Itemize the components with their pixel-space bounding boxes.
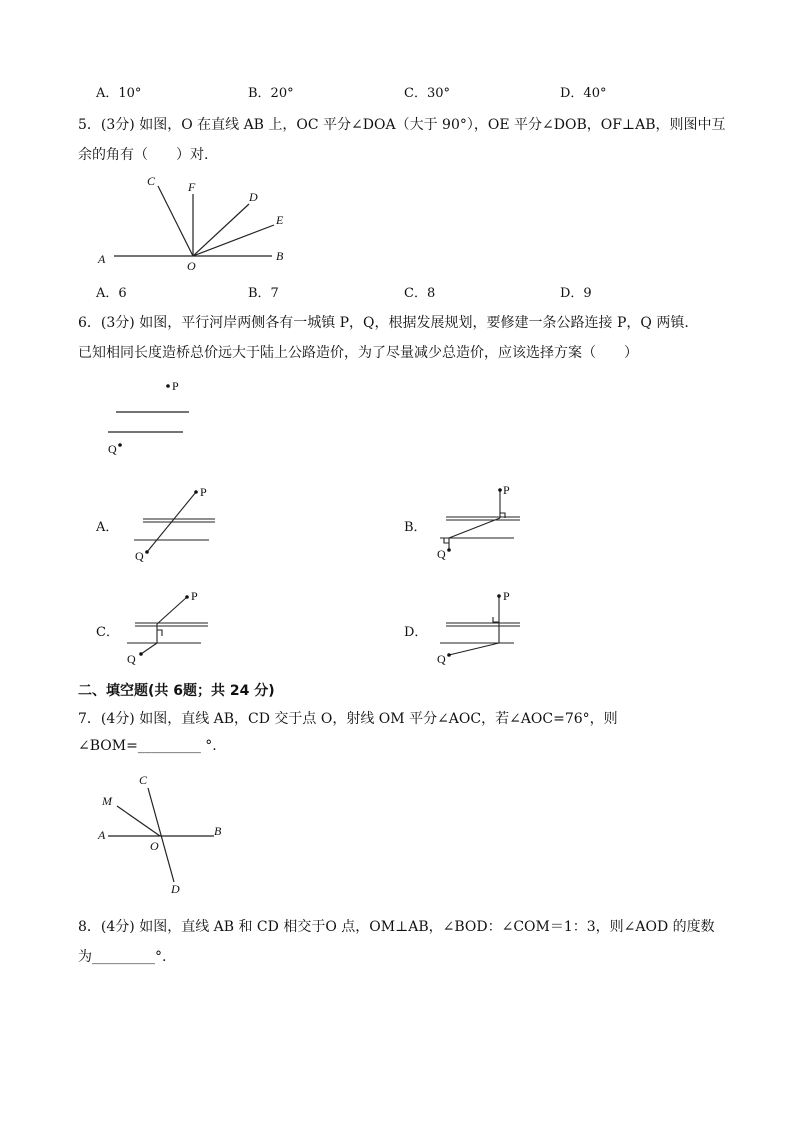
q4-option-b: B．20°	[248, 86, 294, 101]
q7-text-line1: 7．(4分) 如图，直线 AB，CD 交于点 O，射线 OM 平分∠AOC，若∠AOC=76°，则	[78, 711, 618, 727]
q5-text-line2: 余的角有（ ）对.	[78, 147, 209, 163]
svg-text:P: P	[191, 589, 198, 603]
svg-text:B: B	[214, 824, 222, 838]
q5-option-b: B．7	[248, 286, 279, 301]
svg-text:Q: Q	[135, 549, 144, 563]
q5-label-e: E	[276, 213, 284, 227]
svg-text:Q: Q	[437, 652, 446, 666]
q5-label-b: B	[276, 249, 284, 263]
q6-option-a: A．	[96, 520, 119, 535]
q4-option-a: A．10°	[96, 86, 142, 101]
q6-option-b: B．	[404, 520, 427, 535]
q5-label-a: A	[98, 252, 106, 266]
q5-option-a: A．6	[96, 286, 127, 301]
q7-line-cd	[148, 788, 174, 882]
q4-option-c: C．30°	[404, 86, 450, 101]
q4-option-d: D．40°	[560, 86, 607, 101]
q7-text-line2: ∠BOM=_________ °.	[78, 738, 217, 754]
svg-text:A: A	[98, 828, 106, 842]
q5-text-line1: 5．(3分) 如图，O 在直线 AB 上，OC 平分∠DOA（大于 90°），OE 平分∠DOB，OF⊥AB，则图中互	[78, 117, 726, 133]
svg-text:D: D	[171, 882, 180, 896]
q5-option-d: D．9	[560, 286, 592, 301]
q7-ray-om	[117, 806, 160, 836]
svg-text:Q: Q	[127, 652, 136, 666]
q6-option-c: C．	[96, 625, 119, 640]
q6-text-line2: 已知相同长度造桥总价远大于陆上公路造价，为了尽量减少总造价，应该选择方案（ ）	[78, 345, 638, 361]
svg-text:P: P	[172, 379, 179, 393]
svg-text:P: P	[503, 483, 510, 497]
svg-text:Q: Q	[437, 547, 446, 561]
svg-text:C: C	[139, 773, 148, 787]
svg-text:O: O	[150, 839, 159, 853]
q6-text-line1: 6．(3分) 如图，平行河岸两侧各有一城镇 P，Q，根据发展规划，要修建一条公路连接 P，Q 两镇.	[78, 315, 689, 331]
svg-text:P: P	[503, 589, 510, 603]
svg-text:P: P	[200, 485, 207, 499]
svg-text:Q: Q	[108, 442, 117, 456]
q8-text-line1: 8．(4分) 如图，直线 AB 和 CD 相交于O 点，OM⊥AB，∠BOD：∠COM＝1：3，则∠AOD 的度数	[78, 919, 715, 935]
section-heading-fill-in: 二、填空题(共 6题；共 24 分)	[78, 683, 275, 699]
q8-text-line2: 为_________°.	[78, 949, 167, 965]
q5-label-c: C	[147, 174, 156, 188]
q5-label-d: D	[249, 190, 258, 204]
q5-label-f: F	[188, 180, 196, 194]
q5-option-c: C．8	[404, 286, 436, 301]
svg-text:M: M	[102, 794, 112, 808]
q6-option-d: D．	[404, 625, 428, 640]
q5-label-o: O	[187, 259, 196, 273]
